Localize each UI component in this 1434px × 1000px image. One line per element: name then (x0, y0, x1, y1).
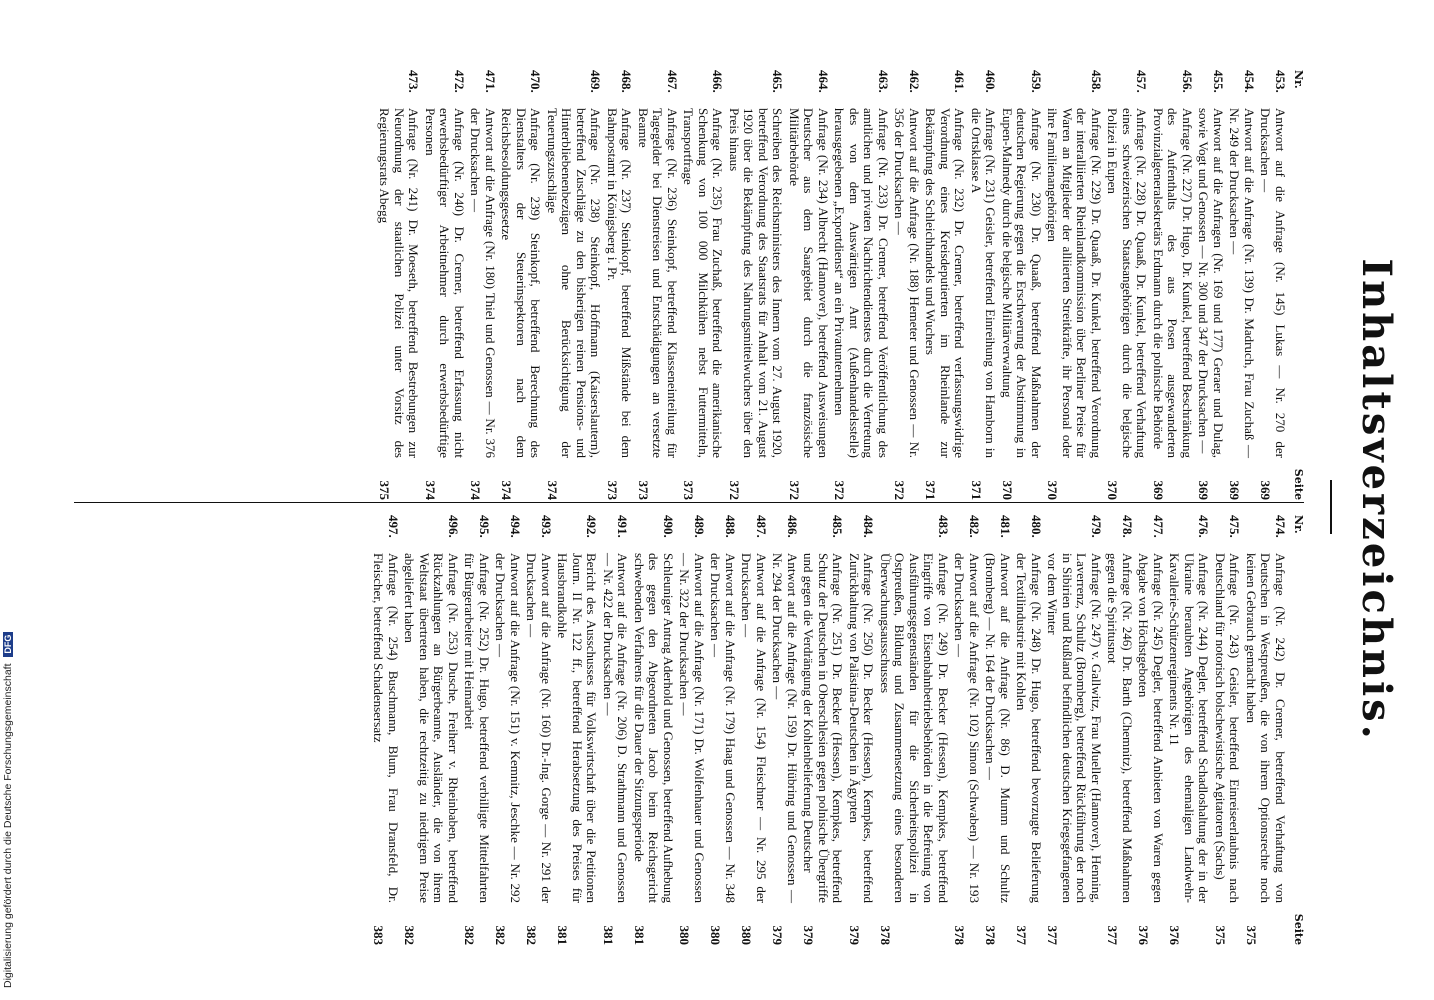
entry-page: 379 (847, 925, 862, 945)
entry-number: 474. (1273, 515, 1288, 538)
dfg-logo: DFG (3, 632, 13, 657)
entry-number: 495. (477, 515, 492, 538)
toc-entry (1045, 70, 1103, 500)
toc-entry (1258, 70, 1287, 500)
entry-text: Anfrage (Nr. 228) Dr. Quaaß, Dr. Kunkel, betreffend Verhaftung eines schweizerischen Staatsangehörigen durch die belgische Polizei in Eupen (1105, 108, 1150, 458)
entry-number: 460. (983, 70, 999, 93)
entry-page: 371 (923, 480, 939, 500)
entry-page: 372 (892, 480, 908, 500)
toc-entry (1167, 515, 1211, 945)
entry-text: Anfrage (Nr. 229) Dr. Quaaß, Dr. Kunkel, betreffend Verordnung der interalliierten Rheinlandkommission über Berliner Preise für Waren an Mitglieder der alliierten Streitkräfte, ihr Personal oder ihre Familienangehörigen (1045, 108, 1104, 458)
entry-text: Antwort auf die Anfrage (Nr. 102) Simon (Schwaben) — Nr. 193 der Drucksachen — (952, 553, 982, 903)
entry-page: 372 (727, 480, 742, 500)
entry-page: 369 (1258, 480, 1274, 500)
toc-entry (1213, 515, 1242, 945)
entry-number: 464. (816, 70, 831, 93)
entry-page: 370 (1000, 480, 1015, 500)
entry-text: Anfrage (Nr. 246) Dr. Barth (Chemnitz), betreffend Maßnahmen gegen die Spiritusnot (1105, 553, 1135, 903)
toc-entry (1244, 515, 1288, 945)
digitization-note-text: Digitalisierung gefördert durch die Deutsche Forschungsgemeinschaft (2, 663, 14, 988)
toc-entry (545, 70, 603, 500)
entry-page: 377 (1105, 925, 1121, 945)
entry-number: 478. (1120, 515, 1135, 538)
toc-entry (462, 515, 491, 945)
entry-number: 461. (952, 70, 968, 93)
title-underline (1330, 480, 1332, 534)
entry-number: 485. (830, 515, 846, 538)
entry-text: Anfrage (Nr. 239) Steinkopf, betreffend Berechnung des Dienstalters der Steuerinspektoren nach dem Reichsbesoldungsgesetze (499, 108, 544, 458)
entry-number: 487. (754, 515, 769, 538)
toc-entry (923, 70, 967, 500)
left-column (49, 70, 1309, 500)
entry-page: 373 (681, 480, 697, 500)
toc-entry (677, 515, 706, 945)
entry-page: 381 (555, 925, 571, 945)
toc-entry (681, 70, 725, 500)
entry-text: Anfrage (Nr. 245) Degler, betreffend Anbieten von Waren gegen Abgabe von Höchstgeboten (1136, 553, 1166, 903)
toc-entry (636, 70, 680, 500)
toc-entry (1105, 70, 1149, 500)
toc-entry (1000, 70, 1044, 500)
entry-text: Schreiben des Reichsministers des Innern vom 27. August 1920, betreffend Verordnung des Staatsrats für Anhalt vom 21. August 1920 über die Bekämpfung des Nahrungsmittelwuchers über den Preis hinaus (727, 108, 786, 458)
left-column-header (1287, 70, 1309, 500)
entry-text: Antwort auf die Anfrage (Nr. 154) Fleischner — Nr. 295 der Drucksachen — (739, 553, 769, 903)
entry-number: 469. (588, 70, 604, 93)
entry-number: 484. (861, 515, 877, 538)
toc-entry (708, 515, 737, 945)
entry-number: 480. (1029, 515, 1044, 538)
entry-number: 493. (539, 515, 554, 538)
entry-page: 380 (739, 925, 755, 945)
entry-number: 468. (619, 70, 635, 93)
right-column-header (1287, 515, 1309, 945)
toc-entry (468, 70, 497, 500)
entry-text: Anfrage (Nr. 254) Buschmann, Blum, Frau Dransfeld, Dr. Fleischer, betreffend Schadensersatz (371, 553, 401, 903)
entry-number: 486. (785, 515, 800, 538)
entry-text: Anfrage (Nr. 230) Dr. Quaaß, betreffend Maßnahmen der deutschen Regierung gegen die Erschwerung der Abstimmung in Eupen-Malmedy durch die belgische Militärverwaltung (1000, 108, 1044, 458)
entry-page: 382 (462, 925, 478, 945)
entry-text: Anfrage (Nr. 242) Dr. Cremer, betreffend Verhaftung von Deutschen in Westpreußen, die von ihrem Optionsrechte noch keinen Gebrauch gemacht haben (1244, 553, 1288, 903)
entry-number: 472. (452, 70, 467, 93)
toc-entry (1136, 515, 1165, 945)
seite-label: Seite (1292, 468, 1305, 500)
entry-number: 477. (1151, 515, 1166, 538)
entry-text: Antwort auf die Anfrage (Nr. 151) v. Kemnitz, Jeschke — Nr. 292 der Drucksachen — (493, 553, 523, 903)
toc-entry (801, 515, 845, 945)
entry-text: Anfrage (Nr. 251) Dr. Becker (Hessen), Kempkes, betreffend Schutz der Deutschen in Oberschlesien gegen polnische Übergriffe und gegen die Verdrängung der Kohlenbelieferung Deutscher (801, 553, 846, 903)
toc-entry (371, 515, 400, 945)
entry-text: Anfrage (Nr. 249) Dr. Becker (Hessen), Kempkes, betreffend Eingriffe von Eisenbahnbetriebsbehörden in die Befreiung von Ausführungsgegenständen für die Sicherheitspolizei in Ostpreußen, Bildung und Zusammensetzung eines besonderen Überwachungsausschusses (878, 553, 951, 903)
entry-page: 382 (402, 925, 418, 945)
entry-page: 375 (1213, 925, 1228, 945)
toc-entry (847, 515, 876, 945)
entry-page: 372 (832, 480, 848, 500)
entry-text: Antwort auf die Anfragen (Nr. 169 und 177) Geraer und Dulag, sowie Vogt und Genossen — Nr. 300 und 347 der Drucksachen — (1196, 108, 1226, 458)
entry-number: 462. (907, 70, 922, 93)
entry-number: 456. (1180, 70, 1195, 93)
entry-page: 371 (969, 480, 984, 500)
entry-text: Schleuniger Antrag Aderhold und Genossen, betreffend Aufhebung des gegen den Abgeordneten Jacob beim Reichsgericht schwebenden Verfahrens für die Dauer der Sitzungsperiode (632, 553, 676, 903)
entry-text: Anfrage (Nr. 243) Geisler, betreffend Einreiseerlaubnis nach Deutschland für notorisch bolschewistische Agitatoren (Sachs) (1213, 553, 1243, 903)
entry-page: 382 (493, 925, 509, 945)
toc-entry (832, 70, 890, 500)
entry-text: Antwort auf die Anfrage (Nr. 139) Dr. Madruch, Frau Zuchaß — Nr. 249 der Drucksachen — (1227, 108, 1257, 458)
entry-page: 372 (787, 480, 802, 500)
entry-number: 459. (1029, 70, 1044, 93)
entry-number: 482. (967, 515, 982, 538)
toc-entry (1045, 515, 1103, 945)
entry-text: Anfrage (Nr. 252) Dr. Hugo, betreffend verbilligte Mittelfahrten für Bürgerarbeiter mit Heimarbeit (462, 553, 492, 903)
entry-number: 467. (665, 70, 680, 93)
toc-entry (605, 70, 634, 500)
entry-page: 375 (377, 480, 393, 500)
toc-entry (983, 515, 1012, 945)
entry-text: Antwort auf die Anfrage (Nr. 86) D. Mumm und Schultz (Bromberg) — Nr. 164 der Drucksachen — (983, 553, 1013, 903)
entry-text: Anfrage (Nr. 241) Dr. Moeseth, betreffend Bestrebungen zur Neuordnung der staatlichen Polizei unter Vorsitz des Regierungsrats Abegg (377, 108, 422, 458)
entry-text: Anfrage (Nr. 244) Degler, betreffend Schadloshaltung der in der Ukraine beraubten Angehörigen des ehemaligen Landwehr-Kavallerie-Schützenregiments Nr. 11 (1167, 553, 1212, 903)
entry-number: 491. (615, 515, 631, 538)
entry-text: Antwort auf die Anfrage (Nr. 188) Hemeter und Genossen — Nr. 356 der Drucksachen — (892, 108, 922, 458)
entry-page: 369 (1151, 480, 1166, 500)
entry-text: Anfrage (Nr. 235) Frau Zuchaß, betreffend die amerikanische Schenkung von 100 000 Milchkühen nebst Futtermitteln, Transportfrage (681, 108, 726, 458)
toc-entry (952, 515, 981, 945)
entry-page: 376 (1167, 925, 1183, 945)
entry-page: 379 (801, 925, 817, 945)
entry-number: 473. (406, 70, 422, 93)
entry-page: 369 (1196, 480, 1212, 500)
entry-page: 376 (1136, 925, 1152, 945)
entry-number: 466. (710, 70, 726, 93)
entry-page: 381 (632, 925, 647, 945)
entry-text: Antwort auf die Anfrage (Nr. 159) Dr. Hübring und Genossen — Nr. 294 der Drucksachen — (770, 553, 800, 903)
entry-text: Anfrage (Nr. 234) Albrecht (Hannover), betreffend Ausweisungen Deutscher aus dem Saargebiet durch die französische Militärbehörde (787, 108, 831, 458)
entry-page: 374 (423, 480, 438, 500)
toc-entry (493, 515, 522, 945)
entry-page: 374 (499, 480, 515, 500)
entry-text: Antwort auf die Anfrage (Nr. 160) Dr.-Ing. Gorge — Nr. 291 der Drucksachen — (524, 553, 554, 903)
entry-number: 463. (876, 70, 891, 93)
entry-number: 455. (1211, 70, 1226, 93)
entry-text: Anfrage (Nr. 238) Steinkopf, Hoffmann (Kaiserslautern), betreffend Zuschläge zu den bisherigen reinen Pensions- und Hinterbliebenenbezügen ohne Berücksichtigung der Teuerungszuschläge (545, 108, 604, 458)
page-title: Inhaltsverzeichnis. (1353, 258, 1400, 742)
toc-entry (787, 70, 831, 500)
toc-entry (727, 70, 785, 500)
entry-number: 490. (661, 515, 676, 538)
entry-page: 380 (677, 925, 693, 945)
entry-text: Anfrage (Nr. 233) Dr. Cremer, betreffend Veröffentlichung des amtlichen und privaten Nachrichtendienstes durch die Vertretung des von dem Auswärtigen Amt (Außenhandelsstelle) herausgegebenen „Exportdienst“ an ein Privatunternehmen (832, 108, 891, 458)
entry-number: 479. (1089, 515, 1104, 538)
entry-text: Antwort auf die Anfrage (Nr. 180) Thiel und Genossen — Nr. 376 der Drucksachen — (468, 108, 498, 458)
toc-entry (524, 515, 553, 945)
entry-number: 492. (584, 515, 600, 538)
entry-page: 377 (1014, 925, 1030, 945)
entry-page: 377 (1045, 925, 1061, 945)
toc-entry (377, 70, 421, 500)
entry-page: 375 (1244, 925, 1259, 945)
nr-label: Nr. (1292, 515, 1305, 534)
entry-page: 379 (770, 925, 786, 945)
seite-label: Seite (1292, 913, 1305, 945)
entry-text: Anfrage (Nr. 247) v. Gallwitz, Frau Mueller (Hannover), Henning, Laverrenz, Schultz (Bromberg), betreffend Rückführung der noch in Sibirien und Rußland befindlichen deutschen Kriegsgefangenen vor dem Winter (1045, 553, 1104, 903)
entry-number: 470. (528, 70, 544, 93)
toc-entry (632, 515, 676, 945)
entry-page: 378 (983, 925, 999, 945)
entry-number: 496. (446, 515, 461, 538)
toc-entry (1105, 515, 1134, 945)
entry-page: 378 (952, 925, 968, 945)
entry-text: Anfrage (Nr. 231) Geisler, betreffend Einreihung von Hamborn in die Ortsklasse A (969, 108, 999, 458)
toc-entry (739, 515, 768, 945)
entry-number: 453. (1273, 70, 1288, 93)
entry-number: 483. (936, 515, 951, 538)
entry-number: 475. (1227, 515, 1243, 538)
entry-page: 373 (636, 480, 651, 500)
entry-page: 374 (545, 480, 560, 500)
entry-text: Anfrage (Nr. 250) Dr. Becker (Hessen), Kempkes, betreffend Zurückhaltung von Palästina-Deutschen in Ägypten (847, 553, 877, 903)
column-divider (74, 502, 1304, 503)
toc-entry (402, 515, 460, 945)
entry-number: 488. (723, 515, 738, 538)
entry-page: 370 (1045, 480, 1061, 500)
entry-page: 383 (371, 925, 387, 945)
entry-page: 382 (524, 925, 540, 945)
toc-entry (1227, 70, 1256, 500)
nr-label: Nr. (1292, 70, 1305, 89)
entry-number: 497. (386, 515, 401, 538)
left-entry-list (377, 70, 1287, 500)
entry-page: 380 (708, 925, 724, 945)
entry-number: 494. (508, 515, 523, 538)
toc-entry (423, 70, 467, 500)
entry-text: Antwort auf die Anfrage (Nr. 145) Lukas — Nr. 270 der Drucksachen — (1258, 108, 1288, 458)
entry-text: Anfrage (Nr. 232) Dr. Cremer, betreffend verfassungswidrige Verordnung eines Kreisdeputierten im Rheinlande zur Bekämpfung des Schleichhandels und Wuchers (923, 108, 968, 458)
toc-entry (1196, 70, 1225, 500)
entry-text: Antwort auf die Anfrage (Nr. 171) Dr. Wolfenhauer und Genossen — Nr. 322 der Drucksachen — (677, 553, 707, 903)
entry-page: 381 (601, 925, 616, 945)
entry-text: Anfrage (Nr. 237) Steinkopf, betreffend Mißstände bei dem Bahnpostamt in Königsberg i. Pr. (605, 108, 635, 458)
entry-number: 457. (1134, 70, 1150, 93)
entry-number: 458. (1089, 70, 1104, 93)
entry-number: 454. (1242, 70, 1257, 93)
entry-page: 378 (878, 925, 893, 945)
toc-entry (601, 515, 630, 945)
toc-entry (892, 70, 921, 500)
right-entry-list (371, 515, 1287, 945)
toc-entry (555, 515, 599, 945)
entry-text: Anfrage (Nr. 248) Dr. Hugo, betreffend bevorzugte Belieferung der Textilindustrie mit Kohlen (1014, 553, 1044, 903)
toc-entry (499, 70, 543, 500)
toc-entry (969, 70, 998, 500)
entry-number: 489. (692, 515, 707, 538)
entry-page: 369 (1227, 480, 1243, 500)
entry-page: 373 (605, 480, 620, 500)
right-column (49, 515, 1309, 945)
entry-text: Anfrage (Nr. 240) Dr. Cremer, betreffend Erfassung nicht erwerbsbedürftiger Arbeitnehmer durch erwerbsbedürftige Personen (423, 108, 467, 458)
entry-number: 471. (483, 70, 498, 93)
entry-text: Antwort auf die Anfrage (Nr. 179) Haag und Genossen — Nr. 348 der Drucksachen — (708, 553, 738, 903)
toc-entry (1151, 70, 1195, 500)
entry-text: Anfrage (Nr. 227) Dr. Hugo, Dr. Kunkel, betreffend Beschränkung des Aufenthalts des aus Posen ausgewanderten Provinzialgeneralsekretärs Erdmann durch die polnische Behörde (1151, 108, 1195, 458)
entry-text: Anfrage (Nr. 253) Dusche, Freiherr v. Rheinbaben, betreffend Rückzahlungen an Bürgerbeamte, Ausländer, die von ihrem Weltstaat übertreten haben, die rechtzeitig zu niedrigem Preise abgeliefert haben (402, 553, 461, 903)
toc-entry (770, 515, 799, 945)
entry-page: 370 (1105, 480, 1121, 500)
entry-number: 481. (998, 515, 1013, 538)
entry-number: 476. (1196, 515, 1212, 538)
entry-text: Anfrage (Nr. 236) Steinkopf, betreffend Klasseneinteilung für Tagegelder bei Dienstreisen und Entschädigungen an versetzte Beamte (636, 108, 680, 458)
entry-text: Antwort auf die Anfrage (Nr. 206) D. Strathmann und Genossen — Nr. 422 der Drucksachen — (601, 553, 631, 903)
digitization-note (2, 632, 14, 988)
entry-page: 374 (468, 480, 484, 500)
toc-entry (1014, 515, 1043, 945)
entry-number: 465. (770, 70, 786, 93)
toc-entry (878, 515, 951, 945)
entry-text: Bericht des Ausschusses für Volkswirtschaft über die Petitionen Journ. II Nr. 122 ff., betreffend Herabsetzung des Preises für Hausbrandkohle (555, 553, 600, 903)
